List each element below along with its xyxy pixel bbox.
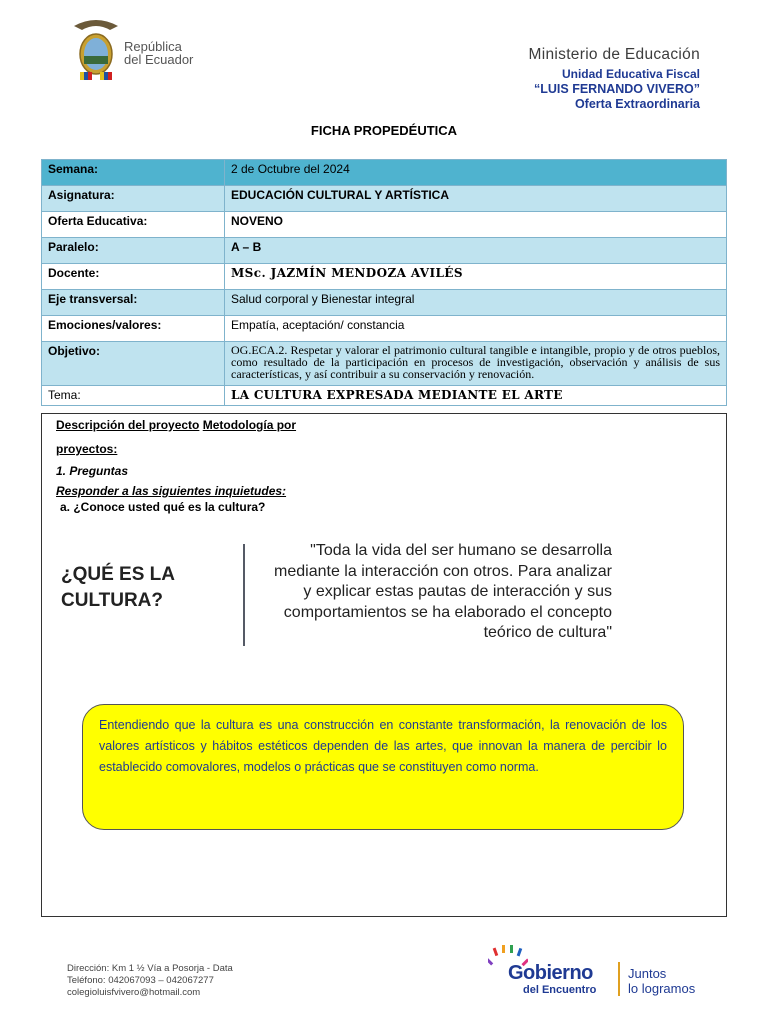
quote-line: teórico de cultura" xyxy=(483,624,612,641)
tema-value: LA CULTURA EXPRESADA MEDIANTE EL ARTE xyxy=(225,386,727,406)
preguntas-heading: 1. Preguntas xyxy=(56,464,129,478)
logo-line1: República xyxy=(124,39,182,54)
table-row xyxy=(42,290,727,316)
ministry-name: Ministerio de Educación xyxy=(528,46,700,63)
footer-email: colegioluisfvivero@hotmail.com xyxy=(67,987,201,998)
gobierno-name: Gobierno xyxy=(508,962,593,984)
question-a: a. ¿Conoce usted qué es la cultura? xyxy=(60,500,266,514)
school-name: “LUIS FERNANDO VIVERO” xyxy=(534,82,700,96)
quote-line: y explicar estas pautas de interacción y sus xyxy=(303,583,612,600)
slogan: Juntos lo logramos xyxy=(628,966,696,996)
docente-label: Docente: xyxy=(42,264,225,290)
table-row xyxy=(42,316,727,342)
semana-label: Semana: xyxy=(42,160,225,186)
footer-contact xyxy=(67,963,233,999)
coat-of-arms-icon xyxy=(66,16,126,82)
table-row xyxy=(42,264,727,290)
page-title: FICHA PROPEDÉUTICA xyxy=(310,123,458,138)
desc-label: Descripción del proyecto xyxy=(56,418,200,432)
quote-line: mediante la interacción con otros. Para analizar xyxy=(274,562,612,580)
emociones-label: Emociones/valores: xyxy=(42,316,225,342)
desc-projects: proyectos: xyxy=(56,442,118,456)
table-row xyxy=(42,186,727,212)
asignatura-value: EDUCACIÓN CULTURAL Y ARTÍSTICA xyxy=(225,186,727,212)
unit-name: Unidad Educativa Fiscal xyxy=(561,67,700,81)
table-row xyxy=(42,342,727,386)
ministry-header xyxy=(529,46,700,111)
oferta-value: NOVENO xyxy=(225,212,727,238)
gobierno-sub: del Encuentro xyxy=(523,984,597,996)
divider xyxy=(243,544,245,646)
emociones-value: Empatía, aceptación/ constancia xyxy=(225,316,727,342)
eje-value: Salud corporal y Bienestar integral xyxy=(225,290,727,316)
table-row xyxy=(42,386,727,406)
content-box xyxy=(41,413,727,917)
paralelo-value: A – B xyxy=(225,238,727,264)
info-table xyxy=(41,159,727,406)
objetivo-value: OG.ECA.2. Respetar y valorar el patrimonio cultural tangible e intangible, propio y de otros pueblos, como resultado de la participación en procesos de investigación, observación y análisis de sus características, y así contribuir a su conservación y renovación. xyxy=(225,342,727,386)
logo-divider xyxy=(618,962,620,996)
asignatura-label: Asignatura: xyxy=(42,186,225,212)
table-row xyxy=(42,212,727,238)
desc-method: Metodología por xyxy=(202,418,297,432)
offer-name: Oferta Extraordinaria xyxy=(574,97,700,111)
oferta-label: Oferta Educativa: xyxy=(42,212,225,238)
footer-address: Dirección: Km 1 ½ Vía a Posorja - Data xyxy=(67,963,233,974)
culture-quote xyxy=(252,541,612,644)
responder-instruction: Responder a las siguientes inquietudes: xyxy=(56,484,287,498)
table-row xyxy=(42,160,727,186)
republica-ecuador-logo xyxy=(66,16,216,82)
eje-label: Eje transversal: xyxy=(42,290,225,316)
paralelo-label: Paralelo: xyxy=(42,238,225,264)
docente-value: MSc. JAZMÍN MENDOZA AVILÉS xyxy=(225,264,727,290)
objetivo-label: Objetivo: xyxy=(42,342,225,386)
table-row xyxy=(42,238,727,264)
gobierno-logo xyxy=(488,944,718,1000)
logo-line2: del Ecuador xyxy=(124,52,194,67)
culture-definition-box: Entendiendo que la cultura es una construcción en constante transformación, la renovación de los valores artísticos y hábitos estéticos dependen de las artes, que innovan la manera de percibir lo establecido comovalores, modelos o prácticas que se constituyen como norma. xyxy=(82,704,684,830)
semana-value: 2 de Octubre del 2024 xyxy=(225,160,727,186)
quote-line: comportamientos se ha elaborado el concepto xyxy=(283,603,612,621)
footer-phone: Teléfono: 042067093 – 042067277 xyxy=(67,975,214,986)
que-es-cultura-heading: ¿QUÉ ES LA CULTURA? xyxy=(61,564,176,611)
tema-label: Tema: xyxy=(42,386,225,406)
quote-line: "Toda la vida del ser humano se desarrolla xyxy=(310,542,612,559)
